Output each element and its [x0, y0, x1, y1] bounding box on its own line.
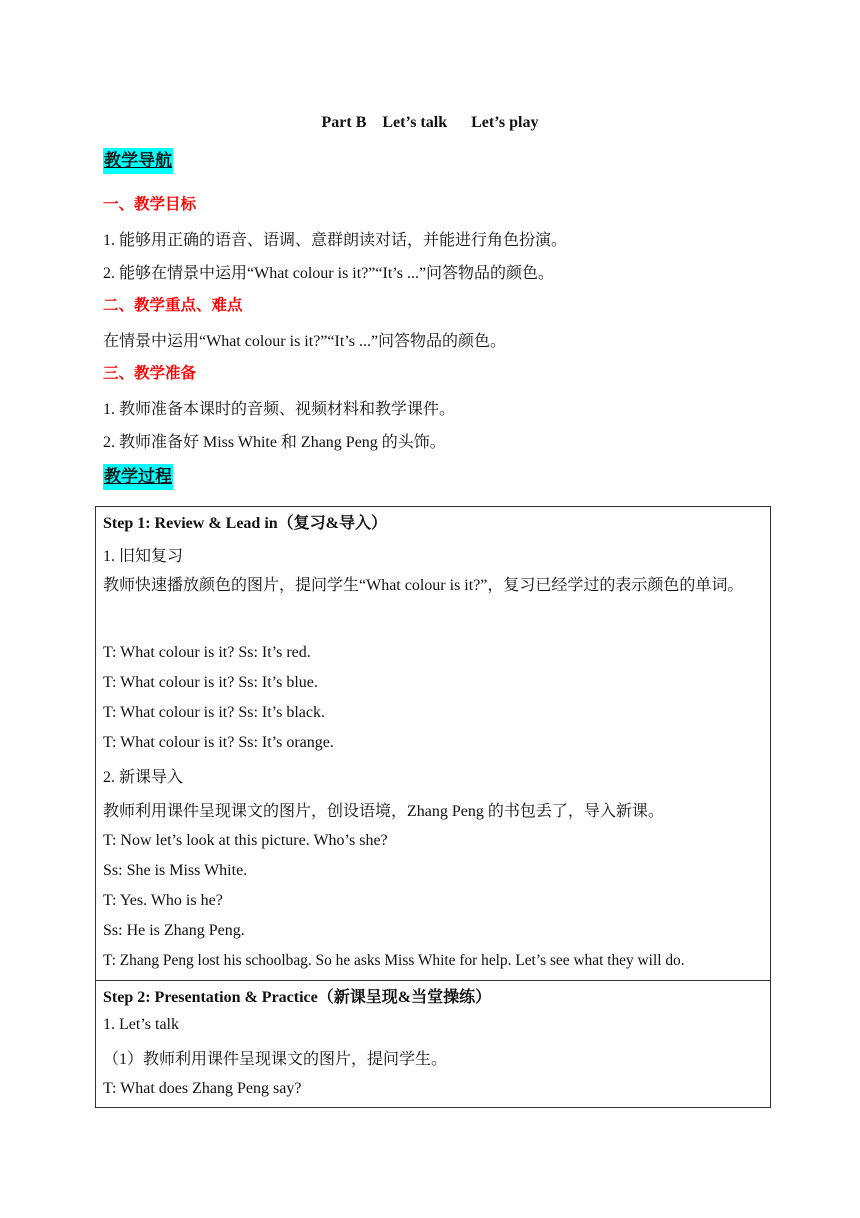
step1-sub1: 1. 旧知复习 [103, 548, 184, 565]
goal-item-1: 1. 能够用正确的语音、语调、意群朗读对话，并能进行角色扮演。 [103, 232, 568, 249]
prep-item-1: 1. 教师准备本课时的音频、视频材料和教学课件。 [103, 401, 456, 418]
step2-sub1a: （1）教师利用课件呈现课文的图片，提问学生。 [103, 1051, 448, 1068]
page-title: Part B Let’s talk Let’s play [321, 114, 539, 131]
step1-para1: 教师快速播放颜色的图片，提问学生“What colour is it?”，复习已经学过的表示颜色的单词。 [103, 577, 744, 594]
section-heading-preparation: 三、教学准备 [103, 364, 197, 382]
dialog-line: T: Zhang Peng lost his schoolbag. So he asks Miss White for help. Let’s see what they will do. [103, 952, 685, 969]
nav-heading: 教学导航 [103, 148, 173, 174]
dialog-line: T: Yes. Who is he? [103, 892, 223, 909]
step2-heading: Step 2: Presentation & Practice（新课呈现&当堂操练） [103, 989, 492, 1006]
process-heading: 教学过程 [103, 464, 173, 490]
dialog-line: T: What colour is it? Ss: It’s blue. [103, 674, 318, 691]
prep-item-2: 2. 教师准备好 Miss White 和 Zhang Peng 的头饰。 [103, 434, 446, 451]
dialog-line: T: What colour is it? Ss: It’s red. [103, 644, 311, 661]
dialog-line: T: What colour is it? Ss: It’s black. [103, 704, 325, 721]
dialog-line: T: What colour is it? Ss: It’s orange. [103, 734, 334, 751]
dialog-line: T: Now let’s look at this picture. Who’s she? [103, 832, 388, 849]
goal-item-2: 2. 能够在情景中运用“What colour is it?”“It’s ...”问答物品的颜色。 [103, 265, 555, 282]
step2-sub1: 1. Let’s talk [103, 1016, 179, 1033]
dialog-line: Ss: He is Zhang Peng. [103, 922, 245, 939]
step1-heading: Step 1: Review & Lead in（复习&导入） [103, 515, 387, 532]
step1-sub2: 2. 新课导入 [103, 769, 184, 786]
section-heading-keypoints: 二、教学重点、难点 [103, 296, 243, 314]
section-heading-goals: 一、教学目标 [103, 195, 197, 213]
step1-para2: 教师利用课件呈现课文的图片，创设语境，Zhang Peng 的书包丢了，导入新课。 [103, 803, 664, 820]
step2-line1: T: What does Zhang Peng say? [103, 1080, 302, 1097]
table-row-divider [95, 980, 771, 981]
dialog-line: Ss: She is Miss White. [103, 862, 248, 879]
keypoint-text: 在情景中运用“What colour is it?”“It’s ...”问答物品的颜色。 [103, 333, 507, 350]
